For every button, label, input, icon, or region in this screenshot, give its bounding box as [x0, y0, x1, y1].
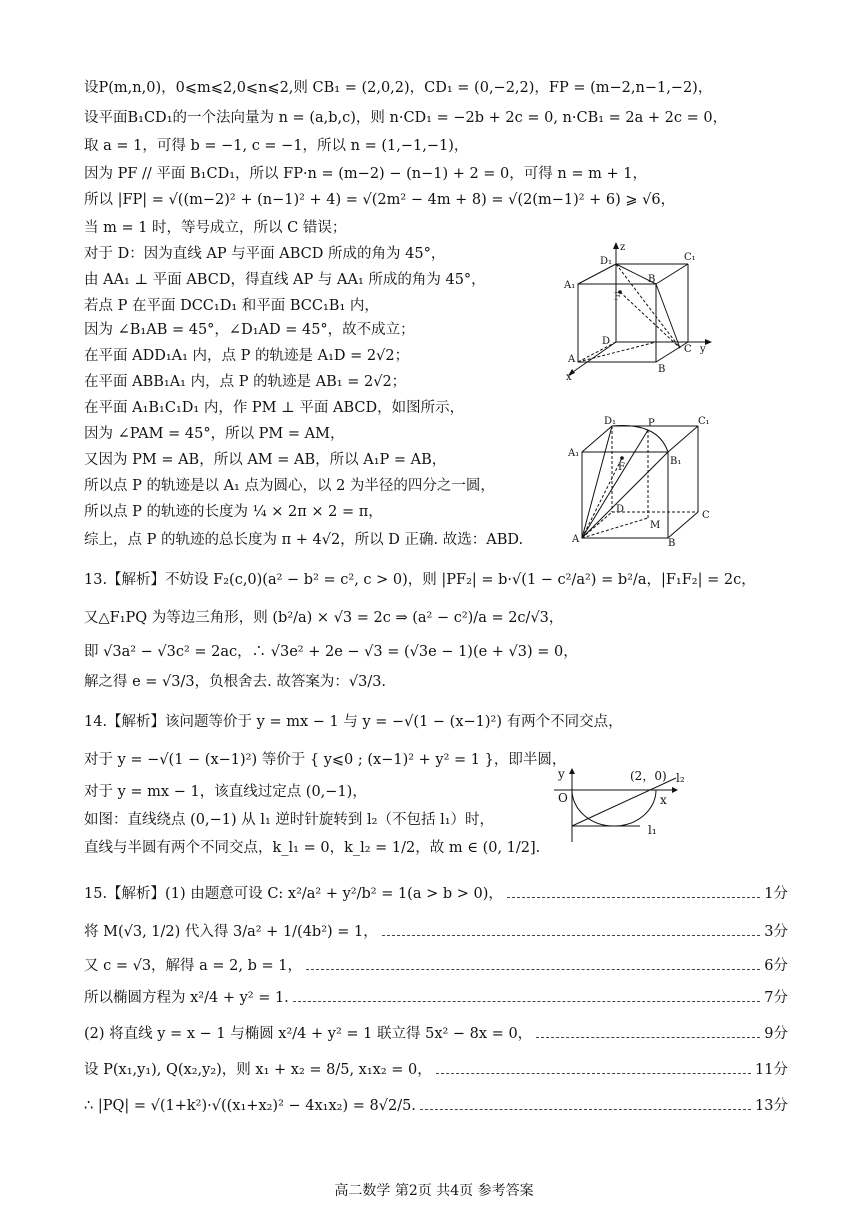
cube-figure-2 — [566, 412, 726, 552]
fig-label: A — [572, 534, 580, 545]
fig-label: A₁ — [564, 280, 576, 291]
text-line: 又因为 PM = AB，所以 AM = AB，所以 A₁P = AB， — [84, 452, 447, 468]
text-line: 因为 ∠PAM = 45°，所以 PM = AM， — [84, 426, 345, 442]
cube-figure-1 — [560, 240, 720, 382]
scored-step — [84, 1060, 788, 1080]
fig-label: A₁ — [568, 448, 580, 459]
text-line: 即 √3a² − √3c² = 2ac，∴ √3e² + 2e − √3 = (√3e − 1)(e + √3) = 0， — [84, 644, 578, 660]
page-footer: 高二数学 第2页 共4页 参考答案 — [334, 1183, 534, 1199]
text-line: 由 AA₁ ⊥ 平面 ABCD，得直线 AP 与 AA₁ 所成的角为 45°， — [84, 272, 486, 288]
fig-label: F — [618, 462, 625, 473]
fig-label: l₂ — [676, 771, 685, 785]
text-line: 当 m = 1 时，等号成立，所以 C 错误； — [84, 220, 347, 236]
step-points: 13分 — [755, 1098, 788, 1114]
scored-step — [84, 956, 788, 976]
fig-label: D — [602, 336, 611, 347]
step-text: 15.【解析】(1) 由题意可设 C: x²/a² + y²/b² = 1(a > b > 0)， — [84, 886, 503, 902]
fig-label: y — [700, 344, 706, 355]
dash-leader — [536, 1037, 760, 1038]
fig-label: O — [558, 791, 568, 805]
step-points: 3分 — [764, 924, 788, 940]
scored-step — [84, 1096, 788, 1116]
text-line: 设平面B₁CD₁的一个法向量为 n = (a,b,c)，则 n·CD₁ = −2b + 2c = 0, n·CB₁ = 2a + 2c = 0， — [84, 110, 728, 126]
fig-label: F — [614, 292, 621, 303]
fig-label: x — [660, 793, 667, 807]
dash-leader — [293, 1001, 760, 1002]
dash-leader — [382, 935, 760, 936]
text-line: 在平面 A₁B₁C₁D₁ 内，作 PM ⊥ 平面 ABCD，如图所示， — [84, 400, 465, 416]
fig-label: P — [648, 418, 655, 429]
fig-label: z — [620, 242, 626, 253]
text-line: 取 a = 1，可得 b = −1, c = −1，所以 n = (1,−1,−1)， — [84, 138, 469, 154]
fig-label: A — [568, 354, 576, 365]
dash-leader — [420, 1109, 751, 1110]
step-text: 又 c = √3，解得 a = 2, b = 1， — [84, 958, 303, 974]
scored-step — [84, 922, 788, 942]
fig-label: (2，0) — [630, 769, 667, 783]
step-text: 所以椭圆方程为 x²/4 + y² = 1. — [84, 990, 289, 1006]
text-line: 14.【解析】该问题等价于 y = mx − 1 与 y = −√(1 − (x−1)²) 有两个不同交点， — [84, 714, 623, 730]
text-line: 对于 D：因为直线 AP 与平面 ABCD 所成的角为 45°， — [84, 246, 446, 262]
text-line: 若点 P 在平面 DCC₁D₁ 和平面 BCC₁B₁ 内， — [84, 298, 379, 314]
scored-step — [84, 1024, 788, 1044]
fig-label: C₁ — [698, 416, 710, 427]
semicircle-figure — [548, 764, 708, 844]
fig-label: C₁ — [684, 252, 696, 263]
text-line: 解之得 e = √3/3，负根舍去. 故答案为：√3/3. — [84, 674, 387, 690]
step-points: 7分 — [764, 990, 788, 1006]
text-line: 所以点 P 的轨迹是以 A₁ 点为圆心，以 2 为半径的四分之一圆， — [84, 478, 495, 494]
step-points: 6分 — [764, 958, 788, 974]
text-line: 如图：直线绕点 (0,−1) 从 l₁ 逆时针旋转到 l₂（不包括 l₁）时， — [84, 812, 495, 828]
text-line: 因为 PF // 平面 B₁CD₁，所以 FP·n = (m−2) − (n−1) + 2 = 0，可得 n = m + 1， — [84, 166, 647, 182]
text-line: 综上，点 P 的轨迹的总长度为 π + 4√2，所以 D 正确. 故选：ABD. — [84, 532, 524, 548]
text-line: 所以点 P 的轨迹的长度为 ¼ × 2π × 2 = π， — [84, 504, 383, 520]
fig-label: x — [566, 372, 572, 382]
text-line: 因为 ∠B₁AB = 45°，∠D₁AD = 45°，故不成立； — [84, 322, 415, 338]
text-line: 对于 y = mx − 1，该直线过定点 (0,−1)， — [84, 784, 367, 800]
step-text: 将 M(√3, 1/2) 代入得 3/a² + 1/(4b²) = 1， — [84, 924, 378, 940]
fig-label: C — [684, 344, 692, 355]
step-points: 11分 — [755, 1062, 788, 1078]
fig-label: D₁ — [600, 256, 613, 267]
fig-label: B — [658, 364, 666, 375]
fig-label: C — [702, 510, 710, 521]
text-line: 直线与半圆有两个不同交点，k_l₁ = 0，k_l₂ = 1/2，故 m ∈ (0, 1/2]. — [84, 840, 541, 856]
step-text: 设 P(x₁,y₁), Q(x₂,y₂)，则 x₁ + x₂ = 8/5, x₁x₂ = 0， — [84, 1062, 432, 1078]
text-line: 13.【解析】不妨设 F₂(c,0)(a² − b² = c², c > 0)，则 |PF₂| = b·√(1 − c²/a²) = b²/a，|F₁F₂| = 2c， — [84, 572, 756, 588]
text-line: 在平面 ADD₁A₁ 内，点 P 的轨迹是 A₁D = 2√2； — [84, 348, 410, 364]
text-line: 所以 |FP| = √((m−2)² + (n−1)² + 4) = √(2m² − 4m + 8) = √(2(m−1)² + 6) ⩾ √6， — [84, 192, 676, 208]
scored-step — [84, 884, 788, 904]
scored-step — [84, 988, 788, 1008]
text-line: 设P(m,n,0)，0⩽m⩽2,0⩽n⩽2,则 CB₁ = (2,0,2)，CD₁ = (0,−2,2)，FP = (m−2,n−1,−2)， — [84, 80, 713, 96]
fig-label: B — [648, 274, 656, 285]
fig-label: M — [650, 520, 661, 531]
dash-leader — [436, 1073, 751, 1074]
fig-label: D₁ — [604, 416, 617, 427]
fig-label: B₁ — [670, 456, 682, 467]
text-line: 又△F₁PQ 为等边三角形，则 (b²/a) × √3 = 2c ⇒ (a² − c²)/a = 2c/√3， — [84, 610, 564, 626]
fig-label: D — [616, 504, 625, 515]
step-points: 9分 — [764, 1026, 788, 1042]
dash-leader — [507, 897, 760, 898]
fig-label: l₁ — [648, 823, 657, 837]
text-line: 对于 y = −√(1 − (x−1)²) 等价于 { y⩽0 ; (x−1)² + y² = 1 }，即半圆， — [84, 752, 567, 768]
fig-label: B — [668, 538, 676, 549]
fig-label: y — [558, 767, 565, 781]
step-points: 1分 — [764, 886, 788, 902]
text-line: 在平面 ABB₁A₁ 内，点 P 的轨迹是 AB₁ = 2√2； — [84, 374, 407, 390]
step-text: (2) 将直线 y = x − 1 与椭圆 x²/4 + y² = 1 联立得 5x² − 8x = 0， — [84, 1026, 533, 1042]
step-text: ∴ |PQ| = √(1+k²)·√((x₁+x₂)² − 4x₁x₂) = 8√2/5. — [84, 1098, 416, 1114]
dash-leader — [306, 969, 760, 970]
